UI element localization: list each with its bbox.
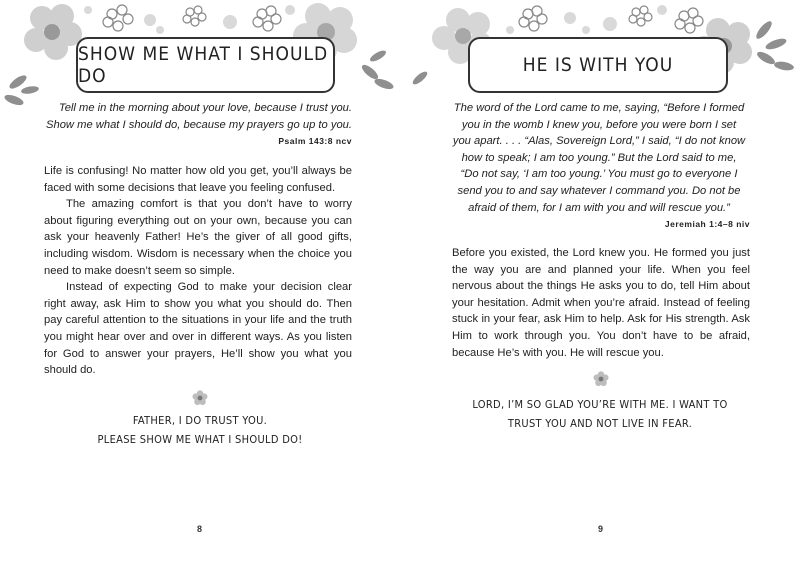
title-box (76, 37, 335, 93)
body-text (44, 163, 352, 379)
small-flower-icon (192, 390, 208, 406)
scripture-line: Show me what I should do, because my prayers go up to you. (46, 118, 352, 131)
scripture-line: you in the womb I knew you, before you were born I set (461, 118, 737, 131)
right-page (400, 0, 800, 565)
body-text (452, 245, 750, 361)
scripture-line: afraid of them, for I am with you and will rescue you.” (468, 201, 730, 214)
small-flower-icon (593, 371, 609, 387)
scripture-line: “Do not say, ‘I am too young.’ You must go to everyone I (460, 168, 738, 181)
body-paragraph: Life is confusing! No matter how old you get, you’ll always be faced with some decisions that leave you feeling confused. (44, 165, 352, 194)
scripture-line: send you to and say whatever I command you. Do not be (457, 184, 741, 197)
scripture-quote (44, 100, 352, 150)
flower-icon (24, 4, 82, 60)
title-box (468, 37, 728, 93)
prayer-line: LORD, I’M SO GLAD YOU’RE WITH ME. I WANT TO (472, 398, 728, 411)
prayer (80, 411, 320, 449)
prayer-line: FATHER, I DO TRUST YOU. (132, 414, 268, 427)
body-paragraph: Instead of expecting God to make your decision clear right away, ask Him to show you what you should do. Then pay careful attention to the situations in your life and the truth you might hear over and over in different ways. As you listen for God to answer your prayers, He’ll show you what you should do. (44, 281, 352, 377)
page-number: 8 (197, 524, 203, 534)
scripture-reference: Jeremiah 1:4–8 niv (664, 219, 750, 230)
prayer-line: PLEASE SHOW ME WHAT I SHOULD DO! (97, 433, 303, 446)
scripture-quote (448, 100, 750, 233)
prayer (470, 395, 730, 433)
body-paragraph: The amazing comfort is that you don’t have to worry about figuring everything out on your own, because you can ask your heavenly Father! He’s the giver of all good gifts, including wisdom. Wisdom is necessary when the choice you need to make doesn’t seem so simple. (44, 198, 352, 277)
small-flower-icon (103, 5, 281, 31)
prayer-line: TRUST YOU AND NOT LIVE IN FEAR. (507, 417, 693, 430)
scripture-line: Tell me in the morning about your love, because I trust you. (58, 102, 352, 114)
page-number: 9 (598, 524, 604, 534)
scripture-line: you apart. . . . “Alas, Sovereign Lord,” I said, “I do not know (452, 135, 746, 148)
scripture-reference: Psalm 143:8 ncv (278, 136, 352, 147)
page-title: HE IS WITH YOU (522, 54, 674, 76)
scripture-line: how to speak; I am too young.” But the Lord said to me, (461, 151, 737, 164)
scripture-line: The word of the Lord came to me, saying, “Before I formed (453, 102, 745, 114)
body-paragraph: Before you existed, the Lord knew you. He formed you just the way you are and planned your life. When you feel nervous about the things He asks you to do, tell Him about your hesitation. Admit when you’re afraid. Instead of feeling stuck in your fear, ask Him to help. Ask for His strength. Ask Him to work through you. You don’t have to be afraid, because He’s with you. He will rescue you. (452, 247, 750, 359)
page-title: SHOW ME WHAT I SHOULD DO (78, 43, 329, 87)
